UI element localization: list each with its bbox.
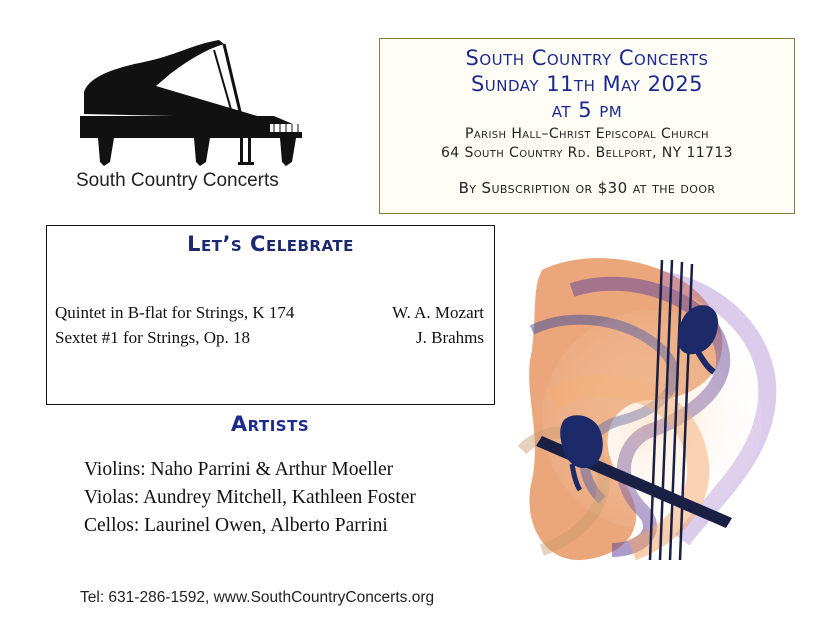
piece-composer: J. Brahms xyxy=(416,328,484,347)
program-title: Let’s Celebrate xyxy=(187,232,354,256)
artists-cellos: Cellos: Laurinel Owen, Alberto Parrini xyxy=(84,515,388,536)
logo-text: South Country Concerts xyxy=(76,170,279,191)
venue-name: Parish Hall–Christ Episcopal Church xyxy=(465,126,709,142)
program-box xyxy=(46,225,495,405)
event-time: at 5 pm xyxy=(551,98,623,122)
artists-heading: Artists xyxy=(230,412,310,436)
series-name: South Country Concerts xyxy=(465,46,709,70)
grand-piano-icon xyxy=(74,36,314,171)
cello-player-illustration-icon xyxy=(512,250,788,568)
artists-violins: Violins: Naho Parrini & Arthur Moeller xyxy=(84,459,394,480)
logo xyxy=(72,36,317,196)
artists-violas: Violas: Aundrey Mitchell, Kathleen Foster xyxy=(84,487,416,508)
admission-info: By Subscription or $30 at the door xyxy=(458,179,716,197)
piece-title: Sextet #1 for Strings, Op. 18 xyxy=(55,328,251,347)
event-date: Sunday 11th May 2025 xyxy=(470,72,704,96)
contact-footer: Tel: 631-286-1592, www.SouthCountryConcerts.org xyxy=(80,589,435,606)
event-info-box xyxy=(379,38,795,214)
piece-composer: W. A. Mozart xyxy=(392,303,484,322)
piece-title: Quintet in B-flat for Strings, K 174 xyxy=(55,303,295,322)
venue-address: 64 South Country Rd. Bellport, NY 11713 xyxy=(441,145,733,161)
